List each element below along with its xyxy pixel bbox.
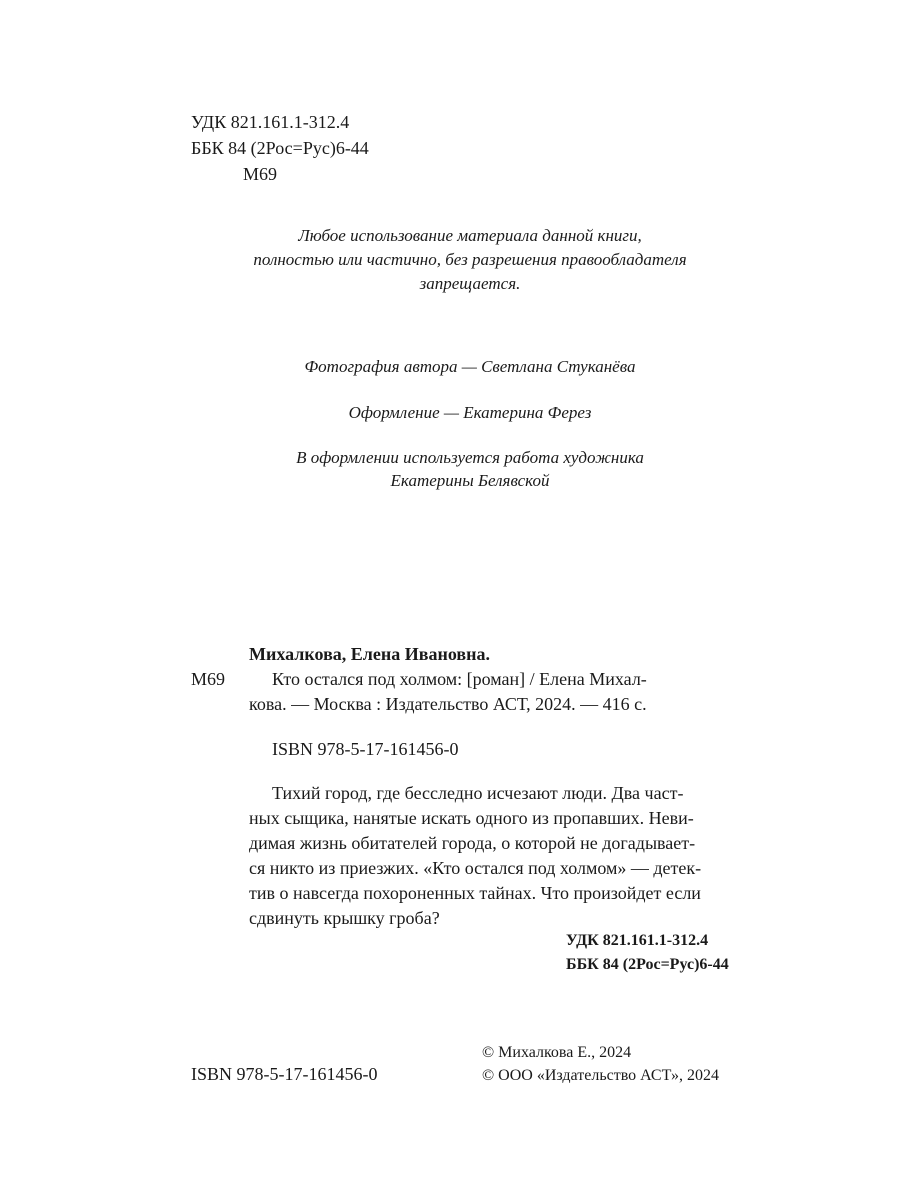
footer-isbn: ISBN 978-5-17-161456-0: [191, 1064, 378, 1084]
catalog-bbk-code: ББК 84 (2Рос=Рус)6-44: [566, 956, 729, 973]
catalog-isbn: ISBN 978-5-17-161456-0: [272, 739, 459, 759]
top-author-sign: М69: [243, 164, 278, 184]
annotation-line-1: Тихий город, где бесследно исчезают люди. Два част-: [272, 783, 684, 803]
annotation-line-5: тив о навсегда похороненных тайнах. Что произойдет если: [249, 883, 701, 903]
annotation-line-2: ных сыщика, нанятые искать одного из пропавших. Неви-: [249, 808, 694, 828]
catalog-author-sign: М69: [191, 669, 226, 689]
annotation-line-3: димая жизнь обитателей города, о которой не догадывает-: [249, 833, 696, 853]
top-bbk-code: ББК 84 (2Рос=Рус)6-44: [191, 138, 369, 158]
copyright-notice-line-2: полностью или частично, без разрешения правообладателя: [253, 250, 687, 269]
copyright-notice-line-3: запрещается.: [419, 274, 521, 293]
copyright-author: © Михалкова Е., 2024: [482, 1044, 632, 1061]
credit-artwork-line-2: Екатерины Белявской: [390, 471, 550, 490]
catalog-author-heading: Михалкова, Елена Ивановна.: [249, 644, 490, 664]
catalog-udk-code: УДК 821.161.1-312.4: [566, 932, 709, 949]
catalog-description-line-1: Кто остался под холмом: [роман] / Елена Михал-: [272, 669, 647, 689]
annotation-line-6: сдвинуть крышку гроба?: [249, 908, 440, 928]
credit-artwork-line-1: В оформлении используется работа художника: [296, 448, 644, 467]
credit-photo: Фотография автора — Светлана Стуканёва: [304, 357, 636, 376]
catalog-description-line-2: кова. — Москва : Издательство АСТ, 2024. — 416 с.: [249, 694, 647, 714]
copyright-publisher: © ООО «Издательство АСТ», 2024: [482, 1067, 719, 1084]
annotation-line-4: ся никто из приезжих. «Кто остался под холмом» — детек-: [249, 858, 702, 878]
top-udk-code: УДК 821.161.1-312.4: [191, 112, 350, 132]
copyright-notice-line-1: Любое использование материала данной книги,: [298, 226, 642, 245]
credit-design: Оформление — Екатерина Ферез: [348, 403, 592, 422]
